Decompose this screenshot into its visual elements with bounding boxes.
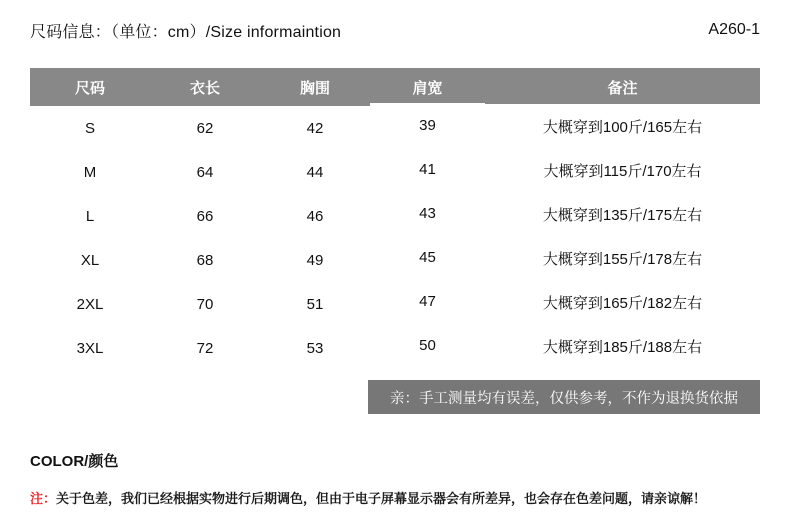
table-row [30, 194, 760, 238]
cell-size: S [30, 106, 150, 150]
style-code: A260-1 [708, 21, 760, 38]
cell-shoulder: 45 [370, 235, 485, 279]
measurement-disclaimer: 亲：手工测量均有误差，仅供参考，不作为退换货依据 [368, 380, 760, 414]
cell-size: M [30, 150, 150, 194]
cell-size: 3XL [30, 326, 150, 370]
cell-note: 大概穿到165斤/182左右 [485, 280, 760, 324]
cell-bust: 51 [260, 282, 370, 326]
cell-length: 66 [150, 194, 260, 238]
column-header-note: 备注 [485, 68, 760, 106]
table-row [30, 150, 760, 194]
cell-note: 大概穿到155斤/178左右 [485, 236, 760, 280]
cell-shoulder: 50 [370, 323, 485, 367]
cell-bust: 53 [260, 326, 370, 370]
table-row [30, 282, 760, 326]
table-header-row [30, 68, 760, 106]
color-note-body: 关于色差，我们已经根据实物进行后期调色，但由于电子屏幕显示器会有所差异，也会存在色差问题，请亲谅解！ [56, 491, 707, 506]
cell-length: 62 [150, 106, 260, 150]
cell-bust: 49 [260, 238, 370, 282]
page-header [30, 16, 760, 44]
cell-note: 大概穿到185斤/188左右 [485, 324, 760, 368]
table-row [30, 106, 760, 150]
cell-shoulder: 39 [370, 103, 485, 147]
column-header-bust: 胸围 [260, 68, 370, 106]
page-title: 尺码信息：（单位：cm）/Size informaintion [30, 23, 342, 41]
cell-length: 64 [150, 150, 260, 194]
column-header-shoulder: 肩宽 [370, 68, 485, 106]
size-table-container [30, 68, 760, 370]
column-header-size: 尺码 [30, 68, 150, 106]
cell-size: L [30, 194, 150, 238]
color-section-heading: COLOR/颜色 [30, 453, 119, 470]
cell-shoulder: 47 [370, 279, 485, 323]
cell-size: XL [30, 238, 150, 282]
cell-bust: 46 [260, 194, 370, 238]
table-row [30, 238, 760, 282]
cell-length: 72 [150, 326, 260, 370]
cell-size: 2XL [30, 282, 150, 326]
table-row [30, 326, 760, 370]
size-table-body [30, 106, 760, 370]
size-table [30, 68, 760, 370]
column-header-length: 衣长 [150, 68, 260, 106]
cell-length: 68 [150, 238, 260, 282]
color-note-prefix: 注： [30, 491, 57, 506]
size-table-header [30, 68, 760, 106]
cell-bust: 42 [260, 106, 370, 150]
cell-length: 70 [150, 282, 260, 326]
cell-note: 大概穿到135斤/175左右 [485, 192, 760, 236]
cell-shoulder: 41 [370, 147, 485, 191]
cell-note: 大概穿到100斤/165左右 [485, 104, 760, 148]
color-difference-note [30, 488, 770, 507]
cell-note: 大概穿到115斤/170左右 [485, 148, 760, 192]
cell-bust: 44 [260, 150, 370, 194]
cell-shoulder: 43 [370, 191, 485, 235]
